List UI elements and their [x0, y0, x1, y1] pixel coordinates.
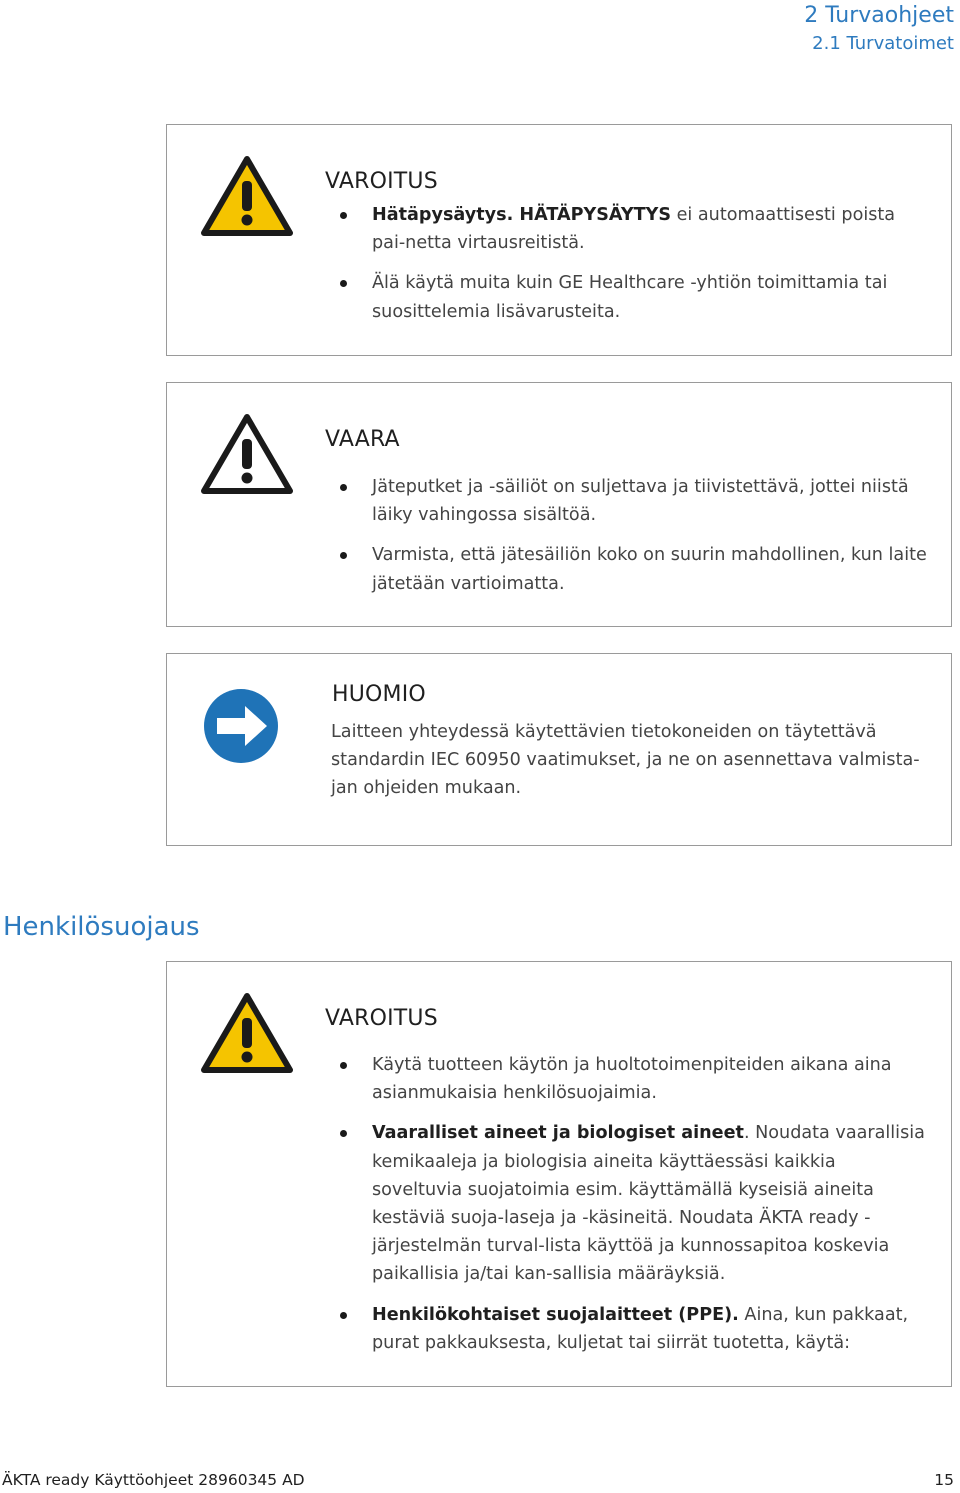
warning-triangle-yellow-icon: [201, 155, 293, 237]
danger-title: VAARA: [325, 427, 400, 452]
note-box-computers: [166, 653, 952, 846]
note-title: HUOMIO: [332, 682, 426, 707]
danger-box-waste: [166, 382, 952, 627]
list-item-bold: Hätäpysäytys. HÄTÄPYSÄYTYS: [372, 205, 671, 225]
warning-title: VAROITUS: [325, 169, 438, 194]
warning-triangle-white-icon: [201, 413, 293, 495]
warning-list: [339, 201, 927, 338]
warning-box-emergency-stop: [166, 124, 952, 356]
list-item: [339, 473, 927, 529]
list-item-text: Käytä tuotteen käytön ja huoltotoimenpiteiden aikana aina asianmukaisia henkilösuojaimia.: [372, 1055, 892, 1104]
warning-title: VAROITUS: [325, 1006, 438, 1031]
list-item-text: Varmista, että jätesäiliön koko on suurin mahdollinen, kun laite jätetään vartioimatta.: [372, 545, 927, 594]
footer-document-title: ÄKTA ready Käyttöohjeet 28960345 AD: [2, 1471, 305, 1489]
list-item: [339, 1119, 927, 1288]
chapter-title: 2 Turvaohjeet: [804, 3, 954, 28]
list-item: [339, 201, 927, 257]
note-text: Laitteen yhteydessä käytettävien tietokoneiden on täytettävä standardin IEC 60950 vaatimukset, ja ne on asennettava valmista-jan ohjeiden mukaan.: [331, 722, 920, 799]
arrow-right-circle-icon: [203, 688, 279, 764]
section-heading-personal-protection: Henkilösuojaus: [3, 912, 200, 942]
warning-box-personal-protection: [166, 961, 952, 1387]
page-header: [804, 2, 954, 58]
list-item-bold: Henkilökohtaiset suojalaitteet (PPE).: [372, 1304, 739, 1325]
list-item-text: ei automaattisesti poista pai-netta virtausreitistä.: [372, 205, 896, 254]
list-item: [339, 541, 927, 597]
section-title: 2.1 Turvatoimet: [812, 33, 954, 54]
list-item-text: Jäteputket ja -säiliöt on suljettava ja tiivistettävä, jottei niistä läiky vahingossa sisältöä.: [372, 477, 909, 526]
warning-triangle-yellow-icon: [201, 992, 293, 1074]
list-item-bold: Vaaralliset aineet ja biologiset aineet: [372, 1123, 744, 1144]
footer-page-number: 15: [934, 1471, 954, 1489]
list-item-text: Aina, kun pakkaat, purat pakkauksesta, kuljetat tai siirrät tuotetta, käytä:: [372, 1304, 909, 1353]
danger-list: [339, 473, 927, 610]
list-item-text: Älä käytä muita kuin GE Healthcare -yhtiön toimittamia tai suosittelemia lisävarusteita.: [372, 273, 888, 322]
list-item: [339, 1051, 927, 1107]
warning-list: [339, 1051, 927, 1369]
list-item: [339, 269, 927, 325]
list-item-text: . Noudata vaarallisia kemikaaleja ja biologisia aineita käyttäessäsi kaikkia soveltuvia suojatoimia esim. käyttämällä kyseisiä aineita kestäviä suoja-laseja ja -käsineitä. Noudata ÄKTA ready -järjestelmän turval-lista käyttöä ja kunnossapitoa koskevia paikallisia ja/tai kan-sallisia määräyksiä.: [372, 1123, 925, 1285]
list-item: [339, 1301, 927, 1357]
